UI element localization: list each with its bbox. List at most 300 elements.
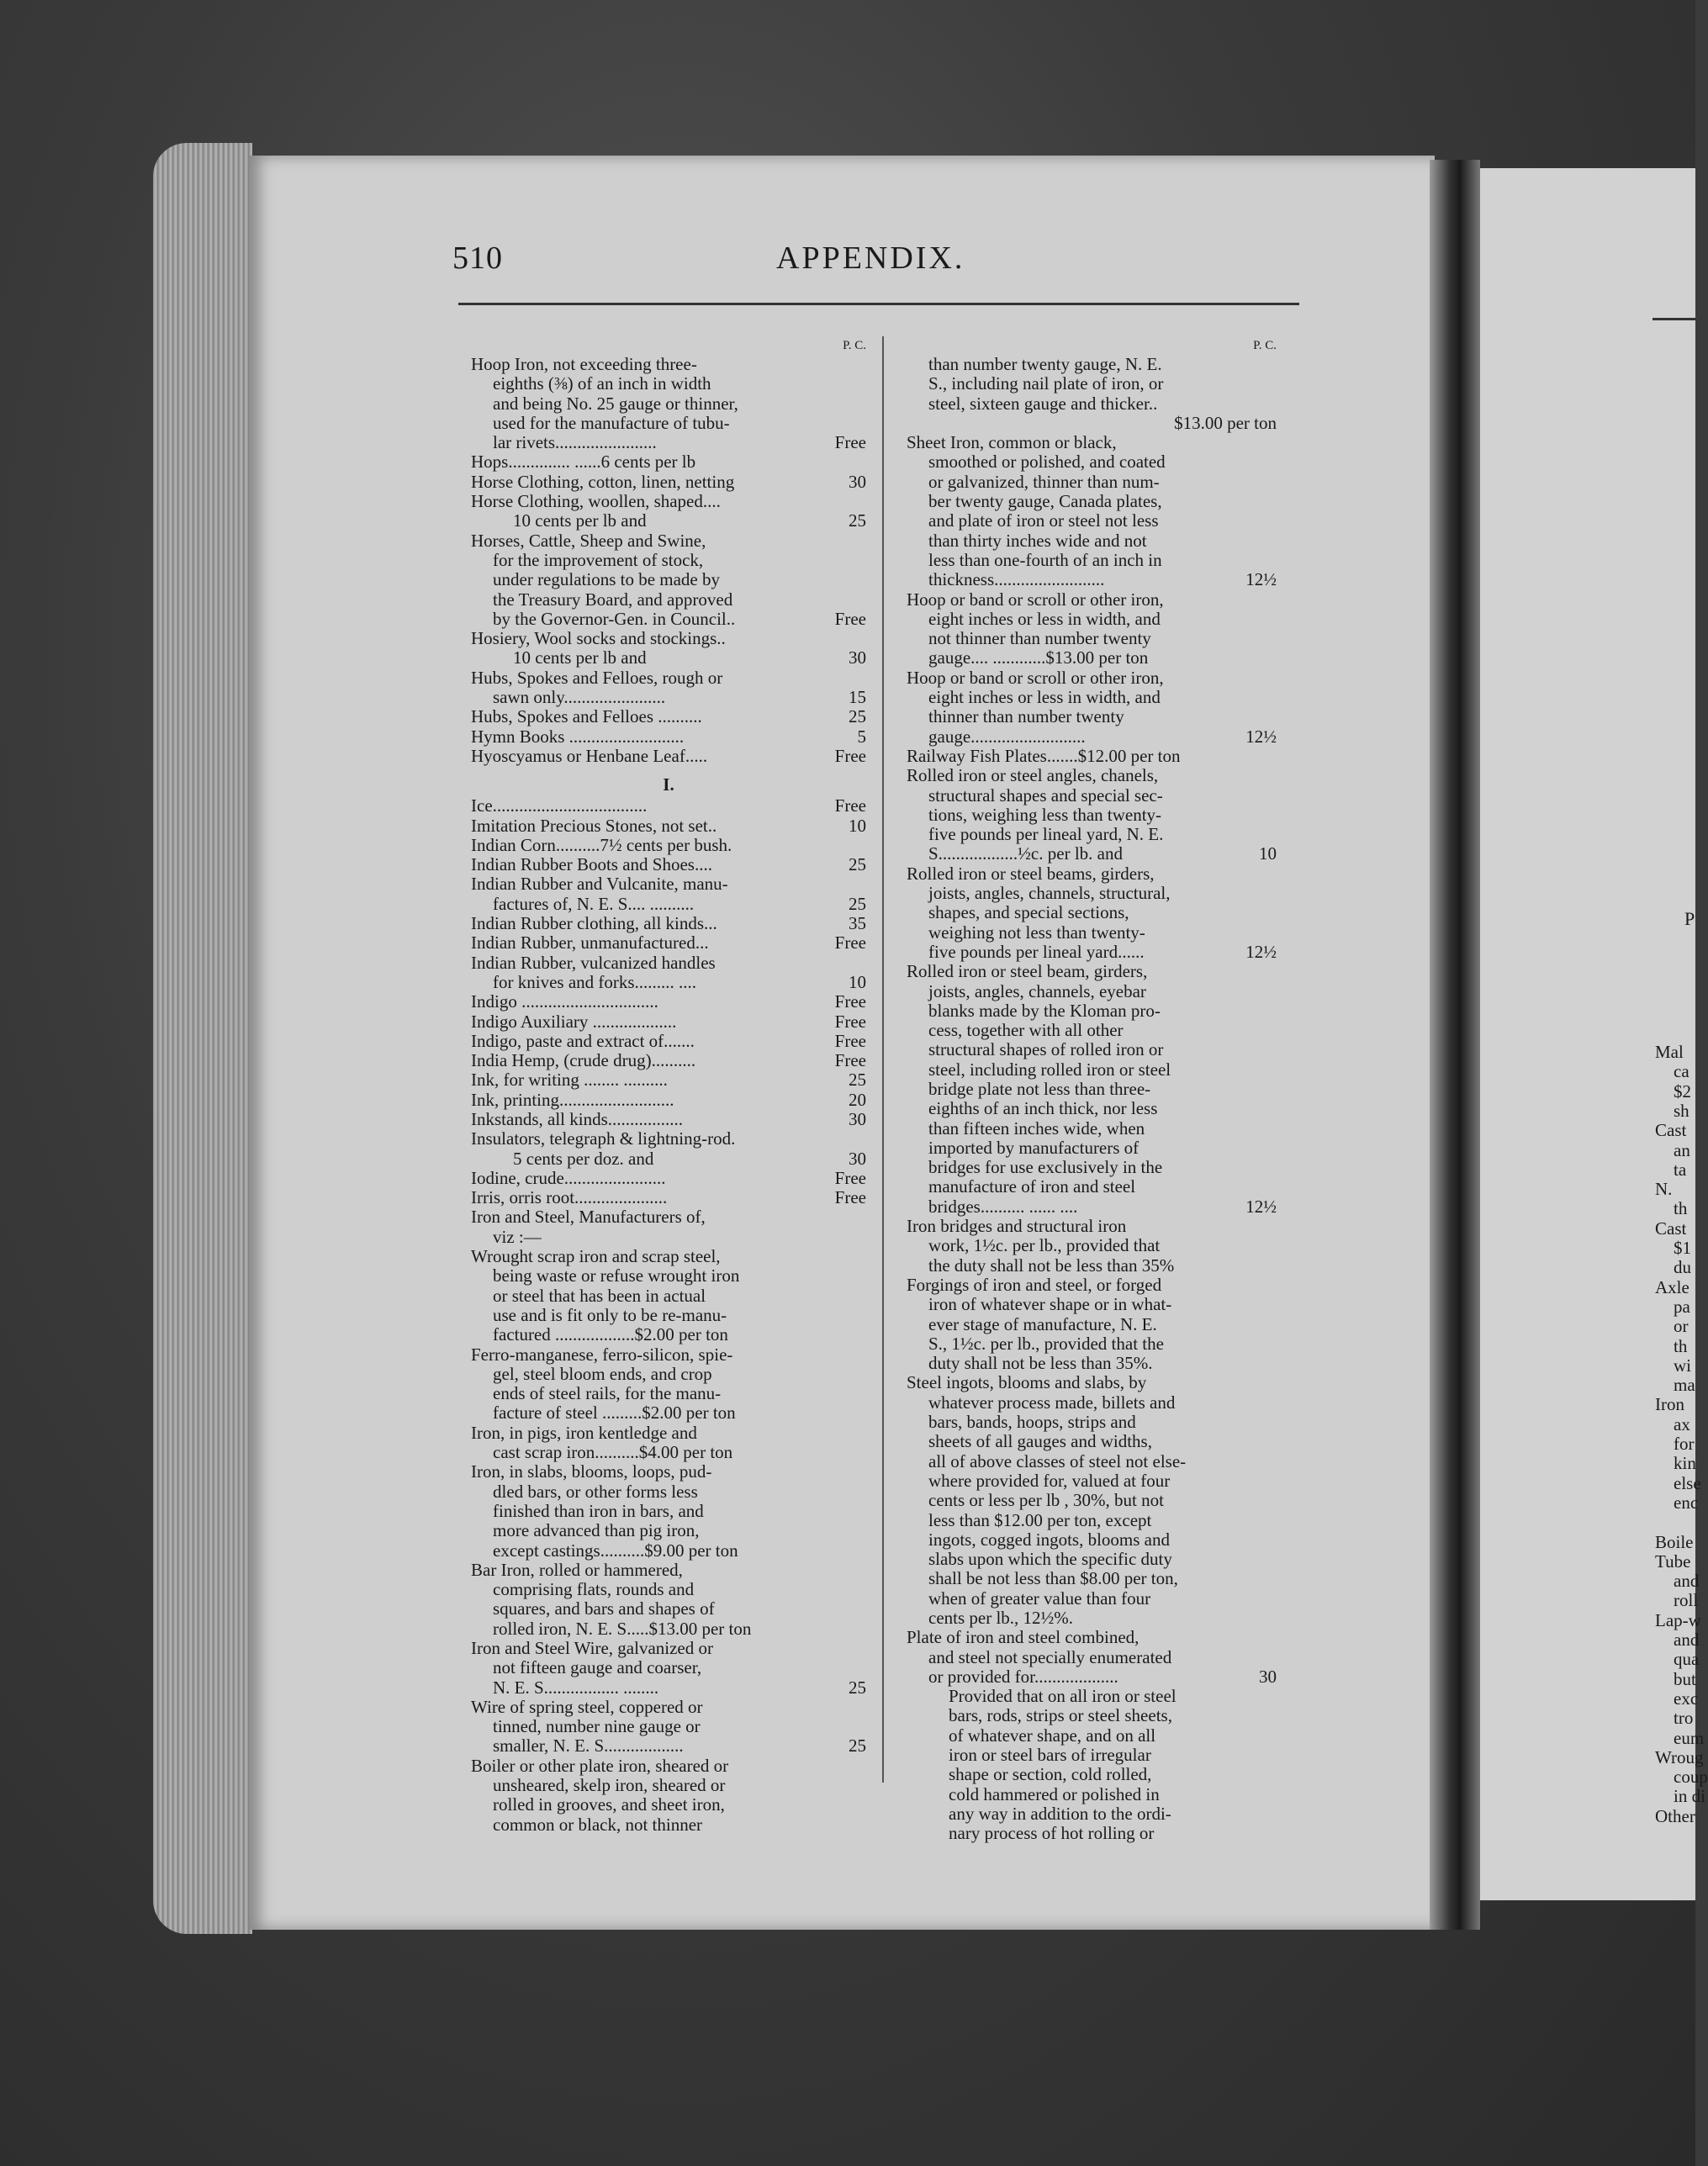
entry-line: [471, 1639, 866, 1658]
duty-rate: 25: [849, 1070, 866, 1091]
entry-line: [907, 1177, 1277, 1197]
entry-text: where provided for, valued at four: [928, 1470, 1171, 1491]
entry-text: Rolled iron or steel angles, chanels,: [907, 765, 1159, 786]
entry-text: Inkstands, all kinds.................: [471, 1108, 683, 1129]
facing-page-fragment: Cast: [1655, 1218, 1687, 1239]
entry-text: not fifteen gauge and coarser,: [493, 1657, 702, 1678]
entry-line: [471, 1169, 866, 1188]
entry-text: bars, bands, hoops, strips and: [928, 1412, 1136, 1433]
entry-text: $13.00 per ton: [1174, 412, 1277, 433]
entry-text: Bar Iron, rolled or hammered,: [471, 1559, 683, 1580]
duty-rate: 12½: [1245, 941, 1277, 962]
entry-text: finished than iron in bars, and: [493, 1500, 704, 1521]
entry-line: [907, 355, 1277, 374]
entry-text: Ink, printing..........................: [471, 1089, 674, 1110]
entry-text: joists, angles, channels, eyebar: [928, 980, 1146, 1001]
entry-line: [907, 806, 1277, 825]
entry-text: bridges.......... ...... ....: [928, 1196, 1078, 1217]
duty-rate: Free: [834, 932, 866, 954]
entry-line: [471, 1561, 866, 1580]
entry-text: S..................½c. per lb. and: [928, 843, 1123, 864]
entry-line: [471, 688, 866, 707]
entry-line: [907, 1060, 1277, 1080]
duty-rate: 5: [857, 726, 866, 747]
entry-text: India Hemp, (crude drug)..........: [471, 1050, 696, 1071]
entry-text: eighths (⅜) of an inch in width: [493, 373, 711, 394]
entry-line: [907, 825, 1277, 844]
duty-rate: 30: [1259, 1666, 1277, 1687]
entry-text: for the improvement of stock,: [493, 549, 704, 570]
entry-text: sheets of all gauges and widths,: [928, 1431, 1152, 1452]
entry-text: less than one-fourth of an inch in: [928, 549, 1162, 570]
facing-page-fragment: or: [1674, 1316, 1689, 1337]
entry-text: Horses, Cattle, Sheep and Swine,: [471, 530, 706, 551]
entry-line: [471, 570, 866, 589]
entry-text: structural shapes of rolled iron or: [928, 1039, 1164, 1060]
entry-text: smaller, N. E. S..................: [493, 1735, 684, 1757]
entry-line: [907, 473, 1277, 492]
facing-page-fragment: Boile: [1655, 1531, 1694, 1552]
entry-line: [471, 629, 866, 648]
entry-line: [471, 1032, 866, 1051]
facing-page-fragment: Iron: [1655, 1394, 1684, 1415]
entry-text: by the Governor-Gen. in Council..: [493, 608, 736, 629]
entry-line: [907, 1726, 1277, 1746]
entry-text: or steel that has been in actual: [493, 1285, 706, 1306]
entry-line: [907, 551, 1277, 570]
entry-text: lar rivets.......................: [493, 432, 657, 453]
entry-line: [471, 855, 866, 874]
entry-line: [471, 1580, 866, 1599]
facing-page-fragment: coup: [1674, 1767, 1708, 1788]
entry-line: [471, 874, 866, 894]
entry-text: tinned, number nine gauge or: [493, 1716, 701, 1737]
entry-text: Horse Clothing, cotton, linen, netting: [471, 471, 735, 492]
entry-line: [471, 1717, 866, 1736]
entry-text: joists, angles, channels, structural,: [928, 883, 1171, 904]
entry-line: [471, 1599, 866, 1619]
entry-text: thickness.........................: [928, 569, 1105, 590]
entry-text: blanks made by the Kloman pro-: [928, 1000, 1161, 1021]
entry-text: the Treasury Board, and approved: [493, 589, 733, 610]
facing-page-fragment: $2: [1674, 1080, 1691, 1101]
entry-text: squares, and bars and shapes of: [493, 1598, 715, 1619]
entry-text: 10 cents per lb and: [513, 647, 647, 668]
entry-text: Indigo ...............................: [471, 991, 658, 1012]
entry-text: Indigo, paste and extract of.......: [471, 1030, 695, 1051]
entry-text: shall be not less than $8.00 per ton,: [928, 1568, 1178, 1589]
entry-text: than number twenty gauge, N. E.: [928, 354, 1162, 374]
entry-text: gel, steel bloom ends, and crop: [493, 1363, 712, 1384]
duty-rate: Free: [834, 991, 866, 1012]
entry-line: [471, 1521, 866, 1540]
duty-rate: Free: [834, 1011, 866, 1032]
entry-line: [907, 511, 1277, 531]
entry-text: five pounds per lineal yard, N. E.: [928, 824, 1164, 845]
entry-text: rolled in grooves, and sheet iron,: [493, 1794, 725, 1815]
entry-line: [907, 1080, 1277, 1099]
entry-text: Iodine, crude.......................: [471, 1167, 666, 1188]
duty-rate: 30: [849, 1148, 866, 1169]
entry-line: [471, 648, 866, 668]
entry-text: Hubs, Spokes and Felloes, rough or: [471, 667, 723, 688]
entry-line: [907, 1530, 1277, 1550]
facing-page-letter: P: [1684, 908, 1695, 929]
entry-line: [907, 786, 1277, 806]
entry-line: [907, 1667, 1277, 1687]
entry-text: gauge.... ............$13.00 per ton: [928, 647, 1149, 668]
facing-page-fragment: Cast: [1655, 1120, 1687, 1141]
entry-line: [907, 668, 1277, 688]
entry-line: [471, 1736, 866, 1756]
page-number: 510: [452, 240, 503, 276]
entry-line: [471, 1345, 866, 1365]
entry-text: cold hammered or polished in: [949, 1783, 1160, 1804]
entry-line: [471, 551, 866, 570]
entry-line: [907, 648, 1277, 668]
entry-line: [907, 1119, 1277, 1138]
entry-line: [471, 590, 866, 610]
entry-line: [471, 433, 866, 452]
entry-line: [471, 1658, 866, 1677]
duty-rate: Free: [834, 1050, 866, 1071]
entry-line: [471, 1384, 866, 1403]
entry-text: common or black, not thinner: [493, 1814, 703, 1835]
entry-line: [907, 943, 1277, 962]
entry-text: Imitation Precious Stones, not set..: [471, 815, 717, 836]
entry-line: [907, 1569, 1277, 1588]
facing-page-fragment: sh: [1674, 1100, 1689, 1121]
duty-rate: Free: [834, 795, 866, 816]
entry-line: [907, 1824, 1277, 1843]
entry-line: [471, 492, 866, 511]
entry-line: [471, 1149, 866, 1169]
entry-line: [471, 1462, 866, 1482]
entry-line: [907, 1373, 1277, 1392]
entry-text: cents per lb., 12½%.: [928, 1608, 1074, 1628]
facing-page-fragment: tro: [1674, 1708, 1694, 1729]
entry-text: weighing not less than twenty-: [928, 922, 1145, 943]
entry-text: factured ..................$2.00 per ton: [493, 1324, 728, 1345]
entry-text: bridges for use exclusively in the: [928, 1157, 1163, 1178]
facing-page-fragment: pa: [1674, 1296, 1690, 1317]
entry-text: structural shapes and special sec-: [928, 785, 1163, 806]
entry-text: eighths of an inch thick, nor less: [928, 1098, 1158, 1119]
duty-rate: 30: [849, 1108, 866, 1129]
entry-text: ends of steel rails, for the manu-: [493, 1383, 722, 1404]
entry-line: [907, 590, 1277, 610]
entry-text: Hymn Books ..........................: [471, 726, 685, 747]
entry-line: [471, 374, 866, 394]
facing-page-fragment: kin: [1674, 1453, 1696, 1474]
entry-text: dled bars, or other forms less: [493, 1481, 698, 1502]
duty-rate: 35: [849, 913, 866, 934]
entry-text: all of above classes of steel not else-: [928, 1450, 1187, 1471]
entry-line: [471, 1815, 866, 1835]
entry-line: [907, 1256, 1277, 1276]
entry-text: Insulators, telegraph & lightning-rod.: [471, 1128, 736, 1149]
entry-text: S., including nail plate of iron, or: [928, 373, 1164, 394]
facing-page-fragment: Axle: [1655, 1276, 1689, 1297]
facing-page-rule: [1652, 318, 1695, 320]
entry-line: [907, 1511, 1277, 1530]
entry-line: [907, 492, 1277, 511]
entry-line: [471, 836, 866, 855]
duty-rate: Free: [834, 608, 866, 629]
entry-text: 10 cents per lb and: [513, 510, 647, 531]
entry-line: [471, 1678, 866, 1698]
duty-rate: 25: [849, 893, 866, 914]
entry-text: factures of, N. E. S.... ..........: [493, 893, 695, 914]
right-column: [907, 336, 1277, 1844]
entry-line: [907, 844, 1277, 864]
duty-rate: 20: [849, 1089, 866, 1110]
facing-page-fragment: N.: [1655, 1179, 1673, 1200]
entry-text: Indigo Auxiliary ...................: [471, 1011, 677, 1032]
facing-page-fragment: qua: [1674, 1649, 1700, 1670]
entry-line: [471, 531, 866, 551]
entry-text: nary process of hot rolling or: [949, 1823, 1155, 1844]
entry-line: [907, 1040, 1277, 1059]
facing-page-fragment: ta: [1674, 1159, 1687, 1180]
entry-line: [907, 884, 1277, 903]
entry-text: cast scrap iron..........$4.00 per ton: [493, 1442, 733, 1463]
entry-text: gauge..........................: [928, 726, 1086, 747]
entry-text: Rolled iron or steel beam, girders,: [907, 961, 1148, 982]
entry-text: Boiler or other plate iron, sheared or: [471, 1755, 729, 1776]
entry-line: [471, 1247, 866, 1266]
entry-line: [471, 1051, 866, 1070]
facing-page-fragment: Other: [1655, 1805, 1695, 1826]
entry-text: or galvanized, thinner than num-: [928, 471, 1160, 492]
entry-line: [907, 1099, 1277, 1118]
entry-text: any way in addition to the ordi-: [949, 1803, 1171, 1824]
entry-text: duty shall not be less than 35%.: [928, 1353, 1153, 1374]
duty-rate: 30: [849, 471, 866, 492]
entry-text: the duty shall not be less than 35%: [928, 1255, 1175, 1276]
entry-text: Ink, for writing ........ ..........: [471, 1070, 668, 1091]
entry-text: iron of whatever shape or in what-: [928, 1294, 1172, 1315]
duty-rate: Free: [834, 745, 866, 766]
entry-line: [907, 1706, 1277, 1725]
duty-rate: 10: [849, 971, 866, 992]
entry-text: ingots, cogged ingots, blooms and: [928, 1529, 1170, 1550]
entry-line: [471, 973, 866, 992]
duty-rate: 25: [849, 1735, 866, 1757]
entry-line: [907, 1315, 1277, 1334]
entry-text: and steel not specially enumerated: [928, 1646, 1172, 1667]
duty-rate: 15: [849, 687, 866, 708]
entry-text: whatever process made, billets and: [928, 1392, 1176, 1413]
entry-line: [471, 452, 866, 472]
entry-text: Forgings of iron and steel, or forged: [907, 1274, 1162, 1295]
entry-text: viz :—: [493, 1226, 542, 1247]
entry-line: [907, 1413, 1277, 1432]
entry-line: [907, 1236, 1277, 1255]
facing-page-fragment: eum: [1674, 1727, 1705, 1748]
entry-text: Wire of spring steel, coppered or: [471, 1696, 703, 1717]
duty-rate: 10: [849, 815, 866, 836]
entry-line: [471, 355, 866, 374]
entry-line: [471, 1698, 866, 1717]
entry-text: being waste or refuse wrought iron: [493, 1265, 740, 1286]
entry-text: Irris, orris root.....................: [471, 1187, 668, 1208]
entry-line: [471, 992, 866, 1012]
entry-line: [471, 1443, 866, 1462]
entry-line: [471, 796, 866, 816]
facing-page-fragment: roll: [1674, 1590, 1699, 1611]
entry-line: [907, 1550, 1277, 1569]
entry-text: cess, together with all other: [928, 1020, 1124, 1041]
entry-line: [471, 1757, 866, 1776]
entry-line: [471, 1365, 866, 1384]
entry-text: under regulations to be made by: [493, 569, 721, 590]
entry-line: [471, 747, 866, 766]
facing-page-fragment: else: [1674, 1472, 1701, 1493]
entry-text: shapes, and special sections,: [928, 902, 1129, 923]
entry-text: Wrought scrap iron and scrap steel,: [471, 1246, 721, 1267]
entry-line: [471, 414, 866, 433]
facing-page-fragment: Tube: [1655, 1551, 1691, 1572]
facing-page-fragment: Wroug: [1655, 1746, 1704, 1767]
book-gutter: [1430, 160, 1480, 1930]
entry-text: work, 1½c. per lb., provided that: [928, 1235, 1161, 1256]
facing-page-fragment: $1: [1674, 1238, 1691, 1258]
entry-line: [471, 1129, 866, 1149]
entry-line: [471, 895, 866, 914]
entry-line: [471, 816, 866, 836]
entry-line: [471, 1619, 866, 1639]
entry-line: [907, 1648, 1277, 1667]
entry-text: Iron and Steel Wire, galvanized or: [471, 1638, 713, 1658]
entry-line: [471, 668, 866, 688]
entry-text: Horse Clothing, woollen, shaped....: [471, 491, 721, 512]
entry-line: [907, 923, 1277, 943]
entry-line: [471, 1541, 866, 1561]
entry-line: [907, 1491, 1277, 1510]
facing-page-fragment: but: [1674, 1668, 1696, 1689]
entry-line: [907, 1746, 1277, 1765]
facing-page-fragment: ca: [1674, 1061, 1689, 1082]
entry-line: [907, 903, 1277, 922]
right-column-lines: [907, 355, 1277, 1844]
entry-text: than fifteen inches wide, when: [928, 1117, 1145, 1138]
entry-line: [907, 1432, 1277, 1451]
entry-text: shape or section, cold rolled,: [949, 1764, 1152, 1785]
entry-line: [907, 1785, 1277, 1804]
entry-text: Iron bridges and structural iron: [907, 1216, 1127, 1237]
entry-line: [471, 1482, 866, 1502]
entry-text: Hosiery, Wool socks and stockings..: [471, 628, 726, 649]
entry-line: [907, 962, 1277, 981]
entry-line: [471, 707, 866, 726]
duty-rate: Free: [834, 1187, 866, 1208]
facing-page-fragment: th: [1674, 1335, 1688, 1356]
entry-text: Hyoscyamus or Henbane Leaf.....: [471, 745, 708, 766]
entry-text: Sheet Iron, common or black,: [907, 432, 1117, 453]
entry-line: [907, 1589, 1277, 1609]
entry-text: thinner than number twenty: [928, 706, 1124, 727]
entry-line: [907, 707, 1277, 726]
entry-text: sawn only.......................: [493, 687, 666, 708]
entry-text: Iron and Steel, Manufacturers of,: [471, 1207, 706, 1228]
entry-text: Indian Rubber Boots and Shoes....: [471, 854, 712, 875]
facing-page-fragment: du: [1674, 1257, 1691, 1278]
entry-text: eight inches or less in width, and: [928, 608, 1161, 629]
entry-line: [471, 1188, 866, 1207]
running-head: APPENDIX.: [776, 240, 965, 276]
entry-line: [907, 629, 1277, 648]
entry-text: used for the manufacture of tubu-: [493, 412, 730, 433]
entry-line: [907, 982, 1277, 1001]
entry-text: Hops.............. ......6 cents per lb: [471, 452, 696, 473]
entry-text: Plate of iron and steel combined,: [907, 1627, 1140, 1648]
entry-line: [907, 1001, 1277, 1021]
facing-page-fragment: ma: [1674, 1375, 1695, 1396]
facing-page-fragment: th: [1674, 1198, 1688, 1219]
entry-text: Indian Rubber, vulcanized handles: [471, 952, 716, 973]
entry-text: I.: [663, 774, 674, 795]
entry-line: [471, 1012, 866, 1032]
entry-text: slabs upon which the specific duty: [928, 1549, 1172, 1570]
entry-text: rolled iron, N. E. S.....$13.00 per ton: [493, 1618, 752, 1639]
entry-text: steel, including rolled iron or steel: [928, 1059, 1171, 1080]
entry-line: [907, 1021, 1277, 1040]
entry-line: [907, 1628, 1277, 1647]
entry-text: manufacture of iron and steel: [928, 1176, 1136, 1197]
entry-text: Indian Rubber clothing, all kinds...: [471, 913, 717, 934]
entry-text: and plate of iron or steel not less: [928, 510, 1159, 531]
entry-text: for knives and forks......... ....: [493, 971, 697, 992]
entry-line: [471, 914, 866, 933]
entry-line: [471, 727, 866, 747]
facing-page-fragment: ax: [1674, 1413, 1690, 1434]
facing-page: [1446, 168, 1695, 1900]
entry-line: [907, 610, 1277, 629]
left-column-lines: [471, 355, 866, 1835]
duty-rate: 25: [849, 510, 866, 531]
entry-line: [907, 727, 1277, 747]
entry-text: Provided that on all iron or steel: [949, 1686, 1177, 1707]
entry-text: unsheared, skelp iron, sheared or: [493, 1775, 726, 1796]
entry-text: five pounds per lineal yard......: [928, 941, 1145, 962]
entry-text: Iron, in pigs, iron kentledge and: [471, 1422, 697, 1443]
entry-line: [471, 1266, 866, 1286]
column-header-pc: P. C.: [1253, 339, 1277, 352]
facing-page-fragment: enc: [1674, 1492, 1699, 1513]
duty-rate: 25: [849, 854, 866, 875]
entry-line: [907, 1276, 1277, 1295]
entry-line: [907, 1765, 1277, 1784]
entry-line: [907, 374, 1277, 394]
entry-line: [471, 954, 866, 973]
book-page-edges: [153, 143, 252, 1934]
entry-line: [907, 1334, 1277, 1354]
entry-text: Hoop or band or scroll or other iron,: [907, 667, 1164, 688]
facing-page-fragment: and: [1674, 1571, 1700, 1592]
entry-text: facture of steel .........$2.00 per ton: [493, 1403, 736, 1424]
page-header: [452, 240, 1293, 290]
entry-line: [907, 1471, 1277, 1491]
entry-line: [471, 1306, 866, 1325]
column-header-pc: P. C.: [843, 339, 866, 352]
entry-text: of whatever shape, and on all: [949, 1725, 1156, 1746]
entry-line: [907, 766, 1277, 785]
entry-line: [471, 1091, 866, 1110]
entry-line: [471, 1207, 866, 1227]
entry-text: less than $12.00 per ton, except: [928, 1509, 1152, 1530]
entry-text: Indian Corn..........7½ cents per bush.: [471, 834, 732, 855]
